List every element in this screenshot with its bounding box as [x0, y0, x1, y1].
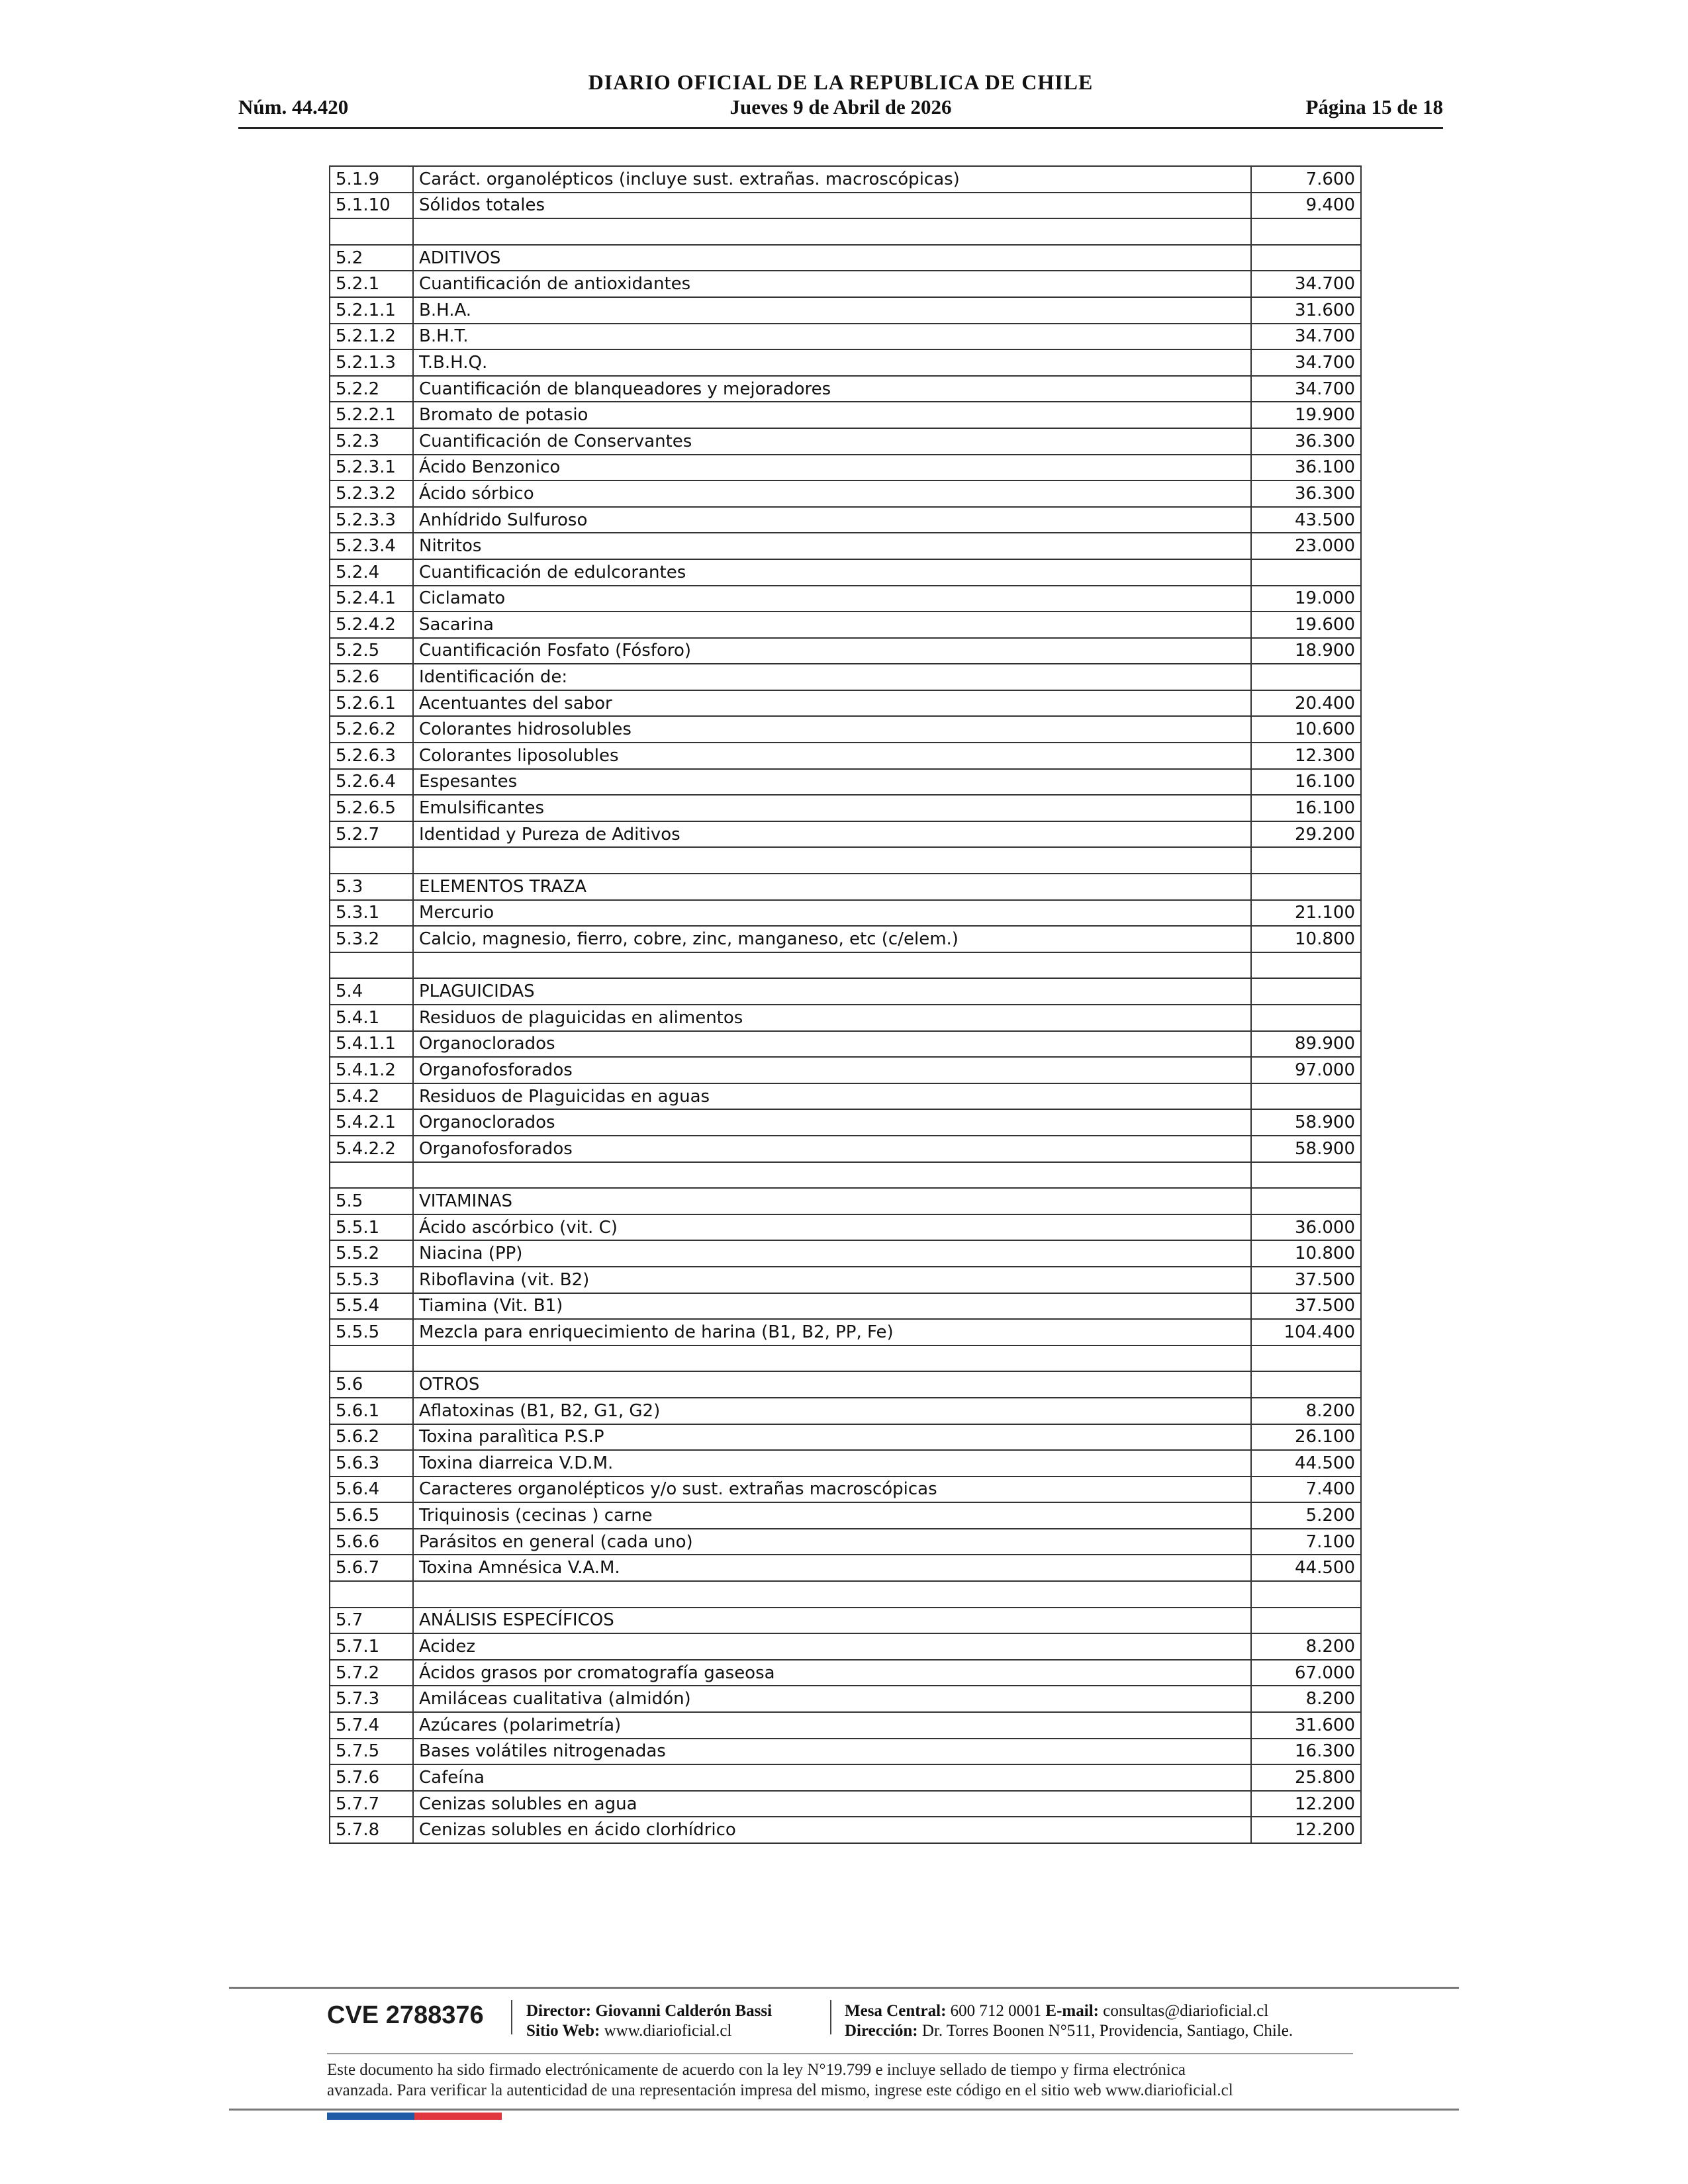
row-description: VITAMINAS	[413, 1188, 1251, 1214]
table-row	[330, 638, 1361, 664]
email-label: E-mail:	[1045, 2002, 1099, 2020]
table-row	[330, 874, 1361, 900]
row-code: 5.3.2	[330, 926, 413, 952]
row-value: 8.200	[1251, 1686, 1361, 1712]
row-code: 5.6.1	[330, 1398, 413, 1424]
row-value: 7.100	[1251, 1529, 1361, 1555]
row-code: 5.6.6	[330, 1529, 413, 1555]
footer-divider-mid	[327, 2053, 1353, 2054]
row-code: 5.6.5	[330, 1502, 413, 1529]
row-value	[1251, 245, 1361, 271]
row-description: Cafeína	[413, 1764, 1251, 1791]
row-value	[1251, 1083, 1361, 1110]
row-description: Riboflavina (vit. B2)	[413, 1267, 1251, 1293]
table-row	[330, 271, 1361, 297]
row-value: 37.500	[1251, 1293, 1361, 1320]
table-row	[330, 533, 1361, 559]
row-description	[413, 1162, 1251, 1189]
row-description: Mercurio	[413, 900, 1251, 927]
row-code: 5.2.6.5	[330, 795, 413, 821]
row-value: 19.900	[1251, 402, 1361, 428]
row-value	[1251, 1581, 1361, 1608]
row-code: 5.2.1	[330, 271, 413, 297]
row-value: 36.300	[1251, 428, 1361, 455]
row-value: 5.200	[1251, 1502, 1361, 1529]
table-row	[330, 743, 1361, 769]
row-value: 97.000	[1251, 1057, 1361, 1083]
row-value: 104.400	[1251, 1319, 1361, 1345]
row-description: Organofosforados	[413, 1057, 1251, 1083]
row-value: 31.600	[1251, 297, 1361, 324]
row-description: Mezcla para enriquecimiento de harina (B1, B2, PP, Fe)	[413, 1319, 1251, 1345]
row-code: 5.1.10	[330, 193, 413, 219]
row-description: Cuantificación de antioxidantes	[413, 271, 1251, 297]
row-description: Caracteres organolépticos y/o sust. extrañas macroscópicas	[413, 1477, 1251, 1503]
row-code: 5.6.4	[330, 1477, 413, 1503]
row-value: 31.600	[1251, 1712, 1361, 1739]
row-description: Residuos de Plaguicidas en aguas	[413, 1083, 1251, 1110]
table-row	[330, 297, 1361, 324]
header-divider	[238, 127, 1443, 129]
table-row	[330, 978, 1361, 1005]
row-code: 5.5	[330, 1188, 413, 1214]
legal-notice	[327, 2060, 1360, 2101]
table-row	[330, 193, 1361, 219]
row-description: Cuantificación de Conservantes	[413, 428, 1251, 455]
row-description: Toxina paralìtica P.S.P	[413, 1424, 1251, 1451]
tariff-table	[329, 165, 1362, 1844]
table-row	[330, 1450, 1361, 1477]
contact-block	[845, 2001, 1293, 2041]
row-description	[413, 847, 1251, 874]
row-code: 5.4.2	[330, 1083, 413, 1110]
table-row	[330, 349, 1361, 376]
row-description: Triquinosis (cecinas ) carne	[413, 1502, 1251, 1529]
row-value: 10.800	[1251, 926, 1361, 952]
table-row	[330, 1739, 1361, 1765]
table-row	[330, 1240, 1361, 1267]
row-code: 5.5.5	[330, 1319, 413, 1345]
tariff-table-body	[330, 166, 1361, 1843]
row-description: Cuantificación de edulcorantes	[413, 559, 1251, 586]
row-description: Acidez	[413, 1633, 1251, 1660]
row-code: 5.4.2.2	[330, 1136, 413, 1162]
row-value: 58.900	[1251, 1136, 1361, 1162]
row-value: 7.400	[1251, 1477, 1361, 1503]
table-row	[330, 716, 1361, 743]
row-value	[1251, 1188, 1361, 1214]
row-value: 36.100	[1251, 455, 1361, 481]
row-code: 5.7.7	[330, 1791, 413, 1817]
row-code: 5.4	[330, 978, 413, 1005]
row-code: 5.7.6	[330, 1764, 413, 1791]
row-code	[330, 218, 413, 245]
row-code: 5.7.2	[330, 1660, 413, 1686]
table-row	[330, 821, 1361, 848]
table-row	[330, 664, 1361, 690]
table-row	[330, 1293, 1361, 1320]
row-code	[330, 1581, 413, 1608]
row-code: 5.2.3.2	[330, 480, 413, 507]
row-code: 5.2.4	[330, 559, 413, 586]
table-row	[330, 455, 1361, 481]
row-code: 5.2.6.2	[330, 716, 413, 743]
row-description: PLAGUICIDAS	[413, 978, 1251, 1005]
director-line	[526, 2001, 772, 2021]
row-code: 5.2.3.3	[330, 507, 413, 533]
row-description: Cenizas solubles en agua	[413, 1791, 1251, 1817]
row-code: 5.7.5	[330, 1739, 413, 1765]
row-description: Ácido ascórbico (vit. C)	[413, 1214, 1251, 1241]
row-code: 5.7	[330, 1608, 413, 1634]
table-row	[330, 1633, 1361, 1660]
row-description: Organoclorados	[413, 1109, 1251, 1136]
table-row	[330, 1005, 1361, 1031]
website-label: Sitio Web:	[526, 2022, 600, 2040]
row-code: 5.4.1	[330, 1005, 413, 1031]
row-description: Calcio, magnesio, fierro, cobre, zinc, manganeso, etc (c/elem.)	[413, 926, 1251, 952]
row-description	[413, 218, 1251, 245]
row-code: 5.5.3	[330, 1267, 413, 1293]
table-row	[330, 900, 1361, 927]
table-row	[330, 1608, 1361, 1634]
row-description: Colorantes liposolubles	[413, 743, 1251, 769]
flag-stripe-blue	[327, 2113, 414, 2120]
table-row	[330, 1083, 1361, 1110]
table-row	[330, 1136, 1361, 1162]
row-code: 5.6.7	[330, 1555, 413, 1581]
row-description: Nitritos	[413, 533, 1251, 559]
table-row	[330, 1267, 1361, 1293]
row-value: 19.600	[1251, 612, 1361, 638]
row-description: Niacina (PP)	[413, 1240, 1251, 1267]
row-code: 5.6	[330, 1371, 413, 1398]
row-code: 5.7.1	[330, 1633, 413, 1660]
row-code: 5.2.6.1	[330, 690, 413, 717]
row-description: Ácido sórbico	[413, 480, 1251, 507]
table-row	[330, 1529, 1361, 1555]
row-code: 5.6.2	[330, 1424, 413, 1451]
table-row	[330, 402, 1361, 428]
row-code: 5.5.4	[330, 1293, 413, 1320]
row-description: ELEMENTOS TRAZA	[413, 874, 1251, 900]
row-value: 43.500	[1251, 507, 1361, 533]
newspaper-title: DIARIO OFICIAL DE LA REPUBLICA DE CHILE	[588, 70, 1094, 94]
table-row	[330, 324, 1361, 350]
row-value	[1251, 1371, 1361, 1398]
row-description: Ácido Benzonico	[413, 455, 1251, 481]
row-value: 36.000	[1251, 1214, 1361, 1241]
row-code: 5.2.2	[330, 376, 413, 402]
row-description	[413, 1581, 1251, 1608]
row-value	[1251, 1162, 1361, 1189]
row-description: B.H.A.	[413, 297, 1251, 324]
row-description: ANÁLISIS ESPECÍFICOS	[413, 1608, 1251, 1634]
row-value: 8.200	[1251, 1398, 1361, 1424]
table-row	[330, 1162, 1361, 1189]
row-description: Sólidos totales	[413, 193, 1251, 219]
row-value: 89.900	[1251, 1031, 1361, 1058]
table-row	[330, 1764, 1361, 1791]
table-row	[330, 376, 1361, 402]
website-link[interactable]: www.diarioficial.cl	[604, 2022, 732, 2040]
row-value: 20.400	[1251, 690, 1361, 717]
row-description: Amiláceas cualitativa (almidón)	[413, 1686, 1251, 1712]
row-code: 5.2.4.2	[330, 612, 413, 638]
row-code	[330, 1345, 413, 1372]
row-value	[1251, 847, 1361, 874]
table-row	[330, 926, 1361, 952]
row-value: 16.100	[1251, 769, 1361, 796]
table-row	[330, 1057, 1361, 1083]
table-row	[330, 1660, 1361, 1686]
table-row	[330, 1188, 1361, 1214]
table-row	[330, 480, 1361, 507]
table-row	[330, 1791, 1361, 1817]
row-value: 19.000	[1251, 586, 1361, 612]
row-value	[1251, 874, 1361, 900]
row-description: Toxina Amnésica V.A.M.	[413, 1555, 1251, 1581]
table-row	[330, 769, 1361, 796]
footer-divider-bottom	[229, 2109, 1459, 2111]
row-code	[330, 847, 413, 874]
row-description: Bromato de potasio	[413, 402, 1251, 428]
row-value: 37.500	[1251, 1267, 1361, 1293]
table-row	[330, 1712, 1361, 1739]
table-row	[330, 1109, 1361, 1136]
row-code: 5.2.1.3	[330, 349, 413, 376]
table-row	[330, 1477, 1361, 1503]
row-value: 12.200	[1251, 1817, 1361, 1843]
row-description: Bases volátiles nitrogenadas	[413, 1739, 1251, 1765]
email-link[interactable]: consultas@diarioficial.cl	[1103, 2002, 1269, 2020]
row-code: 5.1.9	[330, 166, 413, 193]
table-row	[330, 1555, 1361, 1581]
table-row	[330, 952, 1361, 979]
table-row	[330, 1502, 1361, 1529]
row-value: 36.300	[1251, 480, 1361, 507]
table-row	[330, 166, 1361, 193]
row-value: 34.700	[1251, 324, 1361, 350]
row-value: 34.700	[1251, 376, 1361, 402]
row-description: Sacarina	[413, 612, 1251, 638]
row-value: 10.600	[1251, 716, 1361, 743]
row-description	[413, 1345, 1251, 1372]
row-description: OTROS	[413, 1371, 1251, 1398]
row-value	[1251, 218, 1361, 245]
row-code: 5.7.3	[330, 1686, 413, 1712]
table-row	[330, 1319, 1361, 1345]
table-row	[330, 586, 1361, 612]
table-row	[330, 1424, 1361, 1451]
row-code: 5.2.7	[330, 821, 413, 848]
row-code: 5.2.3.1	[330, 455, 413, 481]
flag-stripe-red	[414, 2113, 502, 2120]
address-line	[845, 2021, 1293, 2041]
footer-separator	[511, 2000, 512, 2034]
row-value: 23.000	[1251, 533, 1361, 559]
row-value	[1251, 559, 1361, 586]
row-code: 5.4.2.1	[330, 1109, 413, 1136]
table-row	[330, 245, 1361, 271]
row-description: Aflatoxinas (B1, B2, G1, G2)	[413, 1398, 1251, 1424]
table-row	[330, 1371, 1361, 1398]
row-description: Cuantificación de blanqueadores y mejoradores	[413, 376, 1251, 402]
row-code: 5.7.8	[330, 1817, 413, 1843]
row-description: Emulsificantes	[413, 795, 1251, 821]
website-line	[526, 2021, 772, 2041]
page-header	[238, 66, 1443, 132]
row-description: Espesantes	[413, 769, 1251, 796]
row-value: 10.800	[1251, 1240, 1361, 1267]
row-value: 12.200	[1251, 1791, 1361, 1817]
row-description: Colorantes hidrosolubles	[413, 716, 1251, 743]
table-row	[330, 1214, 1361, 1241]
row-value: 25.800	[1251, 1764, 1361, 1791]
row-code: 5.2.6.4	[330, 769, 413, 796]
table-row	[330, 559, 1361, 586]
row-value: 44.500	[1251, 1555, 1361, 1581]
row-code: 5.2.2.1	[330, 402, 413, 428]
director-label: Director:	[526, 2002, 592, 2020]
row-description: Parásitos en general (cada uno)	[413, 1529, 1251, 1555]
row-value: 34.700	[1251, 271, 1361, 297]
row-description: B.H.T.	[413, 324, 1251, 350]
row-description: T.B.H.Q.	[413, 349, 1251, 376]
row-code: 5.2.3	[330, 428, 413, 455]
footer-divider-top	[229, 1987, 1459, 1989]
issue-number: Núm. 44.420	[238, 95, 349, 118]
director-name: Giovanni Calderón Bassi	[595, 2002, 773, 2020]
row-value	[1251, 1608, 1361, 1634]
issue-date: Jueves 9 de Abril de 2026	[729, 95, 952, 118]
table-row	[330, 507, 1361, 533]
row-code: 5.2	[330, 245, 413, 271]
legal-line-2: avanzada. Para verificar la autenticidad de una representación impresa del mismo, ingrese este código en el sitio web www.diarioficial.cl	[327, 2081, 1233, 2099]
row-value: 9.400	[1251, 193, 1361, 219]
row-code: 5.3.1	[330, 900, 413, 927]
row-code	[330, 952, 413, 979]
row-value: 67.000	[1251, 1660, 1361, 1686]
row-value: 58.900	[1251, 1109, 1361, 1136]
table-row	[330, 218, 1361, 245]
row-description: Residuos de plaguicidas en alimentos	[413, 1005, 1251, 1031]
row-description: Organofosforados	[413, 1136, 1251, 1162]
row-value: 7.600	[1251, 166, 1361, 193]
table-row	[330, 690, 1361, 717]
row-code: 5.2.1.1	[330, 297, 413, 324]
cve-code: CVE 2788376	[327, 2001, 484, 2029]
page-number: Página 15 de 18	[1305, 95, 1443, 118]
row-value: 16.100	[1251, 795, 1361, 821]
footer-separator	[830, 2000, 831, 2034]
row-description: Ciclamato	[413, 586, 1251, 612]
row-code: 5.3	[330, 874, 413, 900]
table-row	[330, 1686, 1361, 1712]
table-row	[330, 1031, 1361, 1058]
row-code: 5.7.4	[330, 1712, 413, 1739]
row-value: 8.200	[1251, 1633, 1361, 1660]
row-code: 5.6.3	[330, 1450, 413, 1477]
row-code: 5.2.6	[330, 664, 413, 690]
row-value: 34.700	[1251, 349, 1361, 376]
row-value: 18.900	[1251, 638, 1361, 664]
director-block	[526, 2001, 772, 2041]
row-code: 5.4.1.1	[330, 1031, 413, 1058]
row-description: Identificación de:	[413, 664, 1251, 690]
table-row	[330, 428, 1361, 455]
row-value	[1251, 1345, 1361, 1372]
table-row	[330, 795, 1361, 821]
row-description: Ácidos grasos por cromatografía gaseosa	[413, 1660, 1251, 1686]
row-value: 29.200	[1251, 821, 1361, 848]
row-code: 5.2.6.3	[330, 743, 413, 769]
row-description: Acentuantes del sabor	[413, 690, 1251, 717]
row-code: 5.2.4.1	[330, 586, 413, 612]
contact-line	[845, 2001, 1293, 2021]
row-description: ADITIVOS	[413, 245, 1251, 271]
address-value: Dr. Torres Boonen N°511, Providencia, Santiago, Chile.	[921, 2022, 1293, 2040]
row-code: 5.2.3.4	[330, 533, 413, 559]
row-value: 12.300	[1251, 743, 1361, 769]
row-description: Organoclorados	[413, 1031, 1251, 1058]
row-value	[1251, 1005, 1361, 1031]
table-row	[330, 1581, 1361, 1608]
row-code	[330, 1162, 413, 1189]
row-value: 44.500	[1251, 1450, 1361, 1477]
row-code: 5.2.1.2	[330, 324, 413, 350]
row-description: Identidad y Pureza de Aditivos	[413, 821, 1251, 848]
row-value: 16.300	[1251, 1739, 1361, 1765]
row-code: 5.2.5	[330, 638, 413, 664]
table-row	[330, 1817, 1361, 1843]
row-description: Anhídrido Sulfuroso	[413, 507, 1251, 533]
row-value	[1251, 664, 1361, 690]
row-code: 5.5.2	[330, 1240, 413, 1267]
table-row	[330, 1398, 1361, 1424]
row-value: 26.100	[1251, 1424, 1361, 1451]
row-description: Toxina diarreica V.D.M.	[413, 1450, 1251, 1477]
legal-line-1: Este documento ha sido firmado electrónicamente de acuerdo con la ley N°19.799 e incluye sellado de tiempo y firma electrónica	[327, 2061, 1186, 2079]
row-description: Tiamina (Vit. B1)	[413, 1293, 1251, 1320]
row-code: 5.4.1.2	[330, 1057, 413, 1083]
row-description: Cenizas solubles en ácido clorhídrico	[413, 1817, 1251, 1843]
table-row	[330, 612, 1361, 638]
row-description: Cuantificación Fosfato (Fósforo)	[413, 638, 1251, 664]
table-row	[330, 847, 1361, 874]
row-value	[1251, 978, 1361, 1005]
row-code: 5.5.1	[330, 1214, 413, 1241]
address-label: Dirección:	[845, 2022, 918, 2040]
row-description: Caráct. organolépticos (incluye sust. extrañas. macroscópicas)	[413, 166, 1251, 193]
phone-label: Mesa Central:	[845, 2002, 947, 2020]
row-description	[413, 952, 1251, 979]
phone-value: 600 712 0001	[950, 2002, 1042, 2020]
row-value	[1251, 952, 1361, 979]
row-value: 21.100	[1251, 900, 1361, 927]
row-description: Azúcares (polarimetría)	[413, 1712, 1251, 1739]
table-row	[330, 1345, 1361, 1372]
